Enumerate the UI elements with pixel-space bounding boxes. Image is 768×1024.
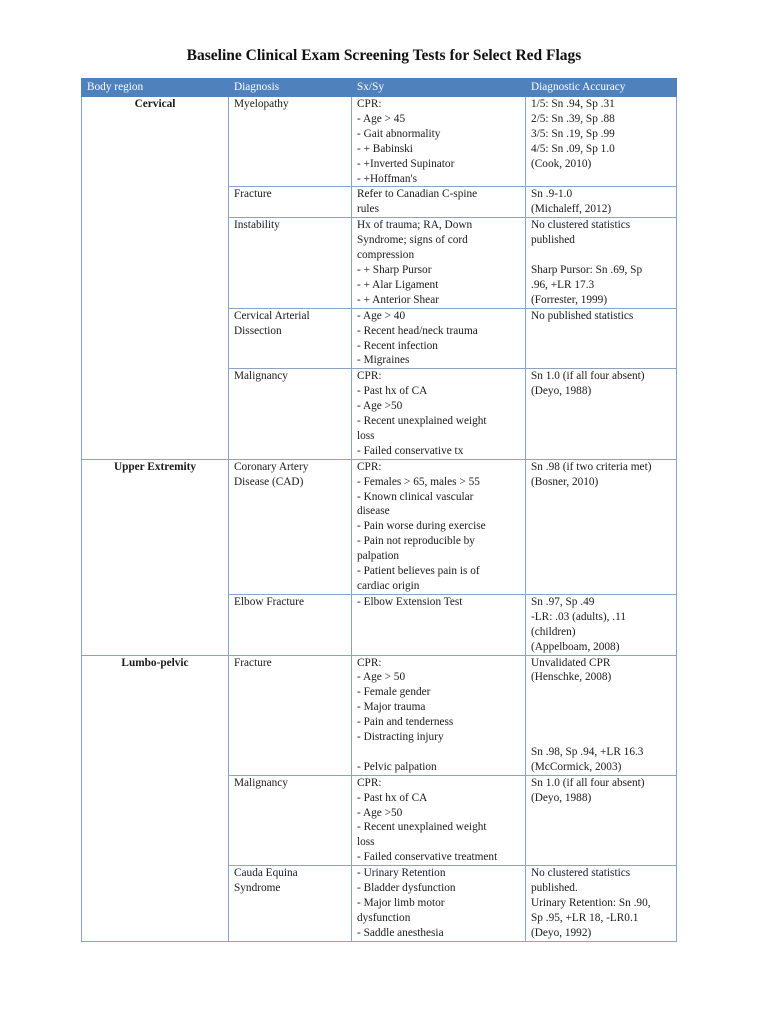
cell-line: - +Inverted Supinator [357,157,455,170]
cell-line: published [531,234,575,247]
cell-line: Cervical Arterial [234,309,310,322]
cell-line: Fracture [234,656,272,669]
cell-line: - Major limb motor [357,897,445,910]
cell-line: - Pelvic palpation [357,760,437,773]
cell-line: No published statistics [531,309,634,322]
accuracy-cell [526,655,677,775]
sx-sy-cell [352,369,526,459]
body-region-cell: Upper Extremity [82,459,229,655]
cell-line: compression [357,249,415,262]
cell-line: - Pain worse during exercise [357,520,486,533]
cell-line: published. [531,882,578,895]
cell-line: Sharp Pursor: Sn .69, Sp [531,263,643,276]
table-row [82,459,677,594]
cell-line: - +Hoffman's [357,172,417,185]
cell-line: - + Sharp Pursor [357,263,432,276]
cell-line: CPR: [357,460,382,473]
cell-line: Malignancy [234,776,288,789]
accuracy-cell [526,218,677,308]
accuracy-cell [526,97,677,187]
cell-line: CPR: [357,656,382,669]
cell-line: (Cook, 2010) [531,157,592,170]
cell-line: Sn 1.0 (if all four absent) [531,776,645,789]
cell-line: - Females > 65, males > 55 [357,475,480,488]
body-region-cell: Lumbo-pelvic [82,655,229,941]
cell-line: - Bladder dysfunction [357,882,456,895]
diagnosis-cell [229,775,352,865]
cell-line: - Past hx of CA [357,791,428,804]
cell-line: Malignancy [234,370,288,383]
diagnosis-cell [229,218,352,308]
cell-line: loss [357,429,375,442]
cell-line [531,685,671,700]
cell-line: - Age > 45 [357,112,406,125]
cell-line: - Recent unexplained weight [357,821,487,834]
sx-sy-cell [352,187,526,218]
table-header-row [82,79,677,97]
cell-line: 1/5: Sn .94, Sp .31 [531,98,615,110]
cell-line [531,730,671,745]
cell-line: Urinary Retention: Sn .90, [531,897,651,910]
header-diagnostic-accuracy: Diagnostic Accuracy [526,79,677,97]
cell-line: Cauda Equina [234,867,298,880]
diagnosis-cell [229,308,352,369]
table-body [82,97,677,942]
cell-line: CPR: [357,370,382,383]
sx-sy-cell [352,655,526,775]
cell-line: Sn 1.0 (if all four absent) [531,370,645,383]
cell-line: Sn .98 (if two criteria met) [531,460,652,473]
cell-line: CPR: [357,98,382,110]
cell-line: cardiac origin [357,580,420,592]
cell-line: (Forrester, 1999) [531,293,608,306]
cell-line: (Henschke, 2008) [531,671,612,684]
cell-line: Fracture [234,188,272,201]
cell-line: (Deyo, 1992) [531,926,592,939]
cell-line: - Urinary Retention [357,867,446,880]
header-sx-sy: Sx/Sy [352,79,526,97]
cell-line: Unvalidated CPR [531,656,611,669]
cell-line: No clustered statistics [531,219,631,232]
cell-line: disease [357,505,390,518]
cell-line: - Failed conservative tx [357,444,464,457]
diagnosis-cell [229,369,352,459]
sx-sy-cell [352,97,526,187]
header-diagnosis: Diagnosis [229,79,352,97]
cell-line: - Known clinical vascular [357,490,474,503]
cell-line: - Age > 40 [357,309,406,322]
accuracy-cell [526,775,677,865]
header-body-region: Body region [82,79,229,97]
red-flags-table [81,78,677,942]
cell-line: .96, +LR 17.3 [531,278,595,291]
body-region-cell: Cervical [82,97,229,460]
cell-line: (Deyo, 1988) [531,385,592,398]
accuracy-cell [526,187,677,218]
cell-line: loss [357,836,375,849]
cell-line: - Pain and tenderness [357,716,454,729]
sx-sy-cell [352,775,526,865]
sx-sy-cell [352,459,526,594]
cell-line: Dissection [234,324,282,337]
cell-line: Syndrome; signs of cord [357,234,468,247]
diagnosis-cell [229,594,352,655]
cell-line: Sp .95, +LR 18, -LR0.1 [531,911,639,924]
cell-line: - Recent unexplained weight [357,415,487,428]
cell-line: - Recent head/neck trauma [357,324,478,337]
cell-line [531,248,671,263]
cell-line: Elbow Fracture [234,595,304,608]
cell-line [357,745,520,760]
cell-line: -LR: .03 (adults), .11 [531,610,626,623]
sx-sy-cell [352,218,526,308]
cell-line: - Past hx of CA [357,385,428,398]
cell-line: - + Alar Ligament [357,278,439,291]
document-title: Baseline Clinical Exam Screening Tests for Select Red Flags [186,47,582,64]
accuracy-cell [526,866,677,942]
cell-line: - Female gender [357,686,431,699]
sx-sy-cell [352,866,526,942]
cell-line: - + Babinski [357,142,413,155]
cell-line: - + Anterior Shear [357,293,439,306]
cell-line: - Age >50 [357,806,403,819]
cell-line: No clustered statistics [531,867,631,880]
cell-line: Hx of trauma; RA, Down [357,219,473,232]
cell-line: (Appelboam, 2008) [531,640,620,653]
table-row [82,655,677,775]
cell-line [531,700,671,715]
cell-line: Sn .97, Sp .49 [531,595,595,608]
cell-line: Disease (CAD) [234,475,304,488]
accuracy-cell [526,308,677,369]
cell-line [531,715,671,730]
diagnosis-cell [229,655,352,775]
cell-line: (children) [531,625,576,638]
cell-line: - Major trauma [357,701,426,714]
cell-line: 2/5: Sn .39, Sp .88 [531,112,615,125]
cell-line: - Pain not reproducible by [357,535,475,548]
cell-line: 3/5: Sn .19, Sp .99 [531,127,615,140]
cell-line: - Recent infection [357,339,438,352]
table-row [82,97,677,187]
accuracy-cell [526,594,677,655]
cell-line: palpation [357,550,400,563]
cell-line: Sn .9-1.0 [531,188,573,201]
cell-line: - Age > 50 [357,671,406,684]
cell-line: rules [357,203,379,216]
cell-line: 4/5: Sn .09, Sp 1.0 [531,142,615,155]
cell-line: CPR: [357,776,382,789]
cell-line: Coronary Artery [234,460,309,473]
cell-line: Instability [234,219,280,232]
cell-line: (McCormick, 2003) [531,760,622,773]
accuracy-cell [526,459,677,594]
cell-line: - Patient believes pain is of [357,565,480,578]
cell-line: Sn .98, Sp .94, +LR 16.3 [531,745,644,758]
cell-line: - Saddle anesthesia [357,926,444,939]
cell-line: - Failed conservative treatment [357,851,498,864]
cell-line: - Migraines [357,354,410,367]
cell-line: (Bosner, 2010) [531,475,599,488]
cell-line: Myelopathy [234,98,289,110]
diagnosis-cell [229,866,352,942]
cell-line: - Distracting injury [357,731,444,744]
cell-line: (Deyo, 1988) [531,791,592,804]
cell-line: dysfunction [357,911,411,924]
accuracy-cell [526,369,677,459]
diagnosis-cell [229,187,352,218]
cell-line: - Age >50 [357,400,403,413]
diagnosis-cell [229,459,352,594]
cell-line: (Michaleff, 2012) [531,203,612,216]
cell-line: Syndrome [234,882,281,895]
sx-sy-cell [352,308,526,369]
diagnosis-cell [229,97,352,187]
cell-line: - Gait abnormality [357,127,441,140]
cell-line: - Elbow Extension Test [357,595,463,608]
cell-line: Refer to Canadian C-spine [357,188,478,201]
sx-sy-cell [352,594,526,655]
